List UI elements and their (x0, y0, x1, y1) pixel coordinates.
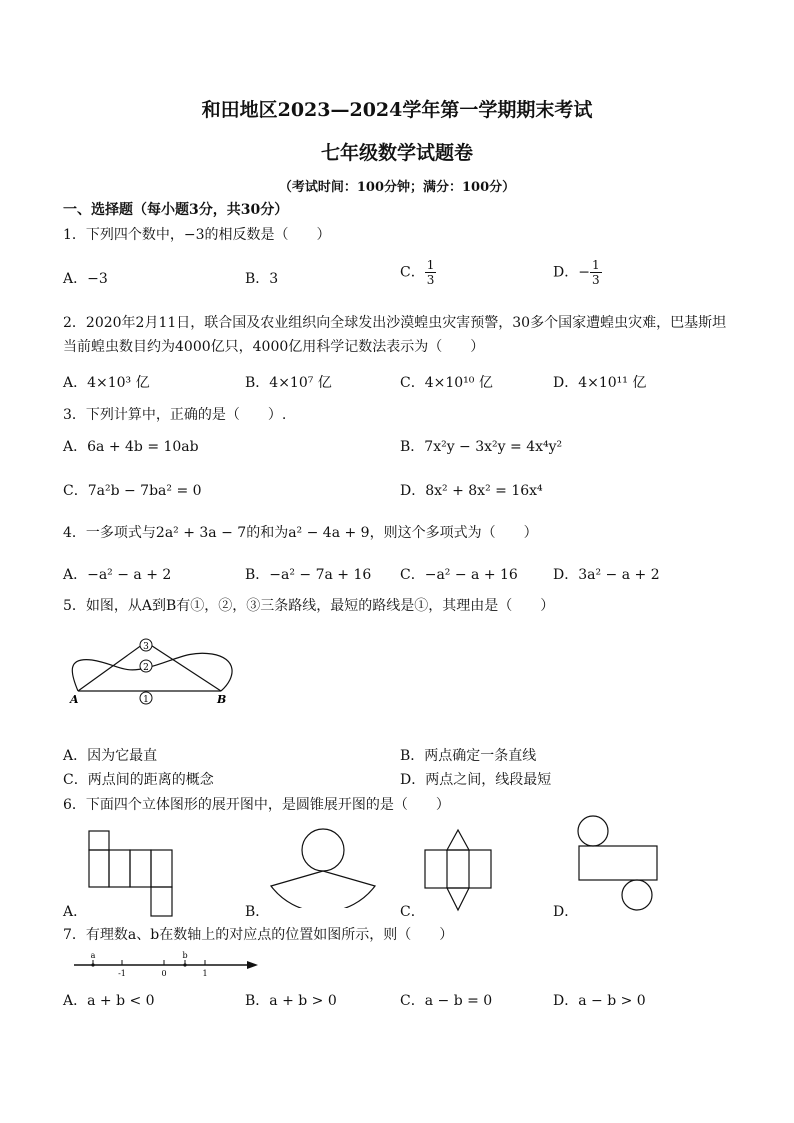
net-c-top-triangle (447, 830, 469, 850)
number-line-arrow (247, 961, 258, 969)
net-c-bottom-triangle (447, 888, 469, 910)
exam-info: （考试时间：100分钟；满分：100分） (278, 180, 516, 195)
question-3-option-d: D．8x² + 8x² = 16x⁴ (400, 483, 543, 499)
question-5-stem: 5．如图，从A到B有①，②，③三条路线，最短的路线是①，其理由是（ ） (63, 598, 555, 614)
question-7-option-c: C．a − b = 0 (400, 993, 493, 1009)
net-a-cube-figure (86, 828, 176, 918)
question-2-option-b: B．4×10⁷ 亿 (245, 375, 332, 391)
question-7-option-b: B．a + b > 0 (245, 993, 337, 1009)
net-b-base-circle (302, 829, 344, 871)
question-5-option-c: C．两点间的距离的概念 (63, 772, 214, 788)
net-c-prism-figure (422, 828, 494, 914)
question-4-stem: 4．一多项式与2a² + 3a − 7的和为a² − 4a + 9，则这个多项式为（ ） (63, 525, 538, 541)
net-a-top-square (89, 831, 109, 850)
routes-figure (62, 632, 242, 712)
question-4-option-a: A．−a² − a + 2 (63, 567, 172, 583)
point-a-label: A (70, 693, 79, 706)
point-a-dot (91, 963, 94, 966)
point-b-dot (183, 963, 186, 966)
fraction-neg-one-third: $\frac{1}{3}$ (591, 258, 600, 287)
net-d-top-circle (578, 816, 608, 846)
net-a-square-2 (109, 850, 130, 887)
option-c-label: C． (400, 264, 425, 281)
route-1-label: 1 (143, 695, 149, 705)
point-b-label: B (217, 693, 227, 706)
question-4-option-c: C．−a² − a + 16 (400, 567, 518, 583)
question-2-stem-line1: 2．2020年2月11日，联合国及农业组织向全球发出沙漠蝗虫灾害预警，30多个国家遭蝗虫灾难，巴基斯坦 (63, 315, 727, 331)
point-b-text: b (182, 951, 188, 960)
question-1-option-b: B．3 (245, 271, 279, 287)
question-1-option-d (553, 258, 602, 287)
question-7-stem: 7．有理数a、b在数轴上的对应点的位置如图所示，则（ ） (63, 927, 454, 943)
question-5-option-d: D．两点之间，线段最短 (400, 772, 552, 788)
question-6-option-a: A． (63, 904, 88, 920)
question-6-option-b: B． (245, 904, 270, 920)
exam-title: 和田地区2023—2024学年第一学期期末考试 (201, 99, 593, 121)
option-d-label: D．− (553, 264, 590, 281)
question-3-option-c: C．7a²b − 7ba² = 0 (63, 483, 202, 499)
net-a-square-3 (130, 850, 151, 887)
question-4-option-b: B．−a² − 7a + 16 (245, 567, 372, 583)
point-a-text: a (90, 951, 96, 960)
question-4-option-d: D．3a² − a + 2 (553, 567, 660, 583)
route-2-label: 2 (143, 663, 149, 673)
net-d-rect (579, 846, 657, 880)
question-1-stem: 1．下列四个数中，−3的相反数是（ ） (63, 227, 331, 243)
net-a-square-1 (89, 850, 109, 887)
question-5-option-a: A．因为它最直 (63, 748, 158, 764)
question-6-option-c: C． (400, 904, 425, 920)
route-3-label: 3 (143, 642, 149, 652)
number-line-figure (72, 950, 262, 980)
question-1-option-a: A．−3 (63, 271, 108, 287)
tick-label-neg1: -1 (118, 969, 126, 978)
net-d-cylinder-figure (576, 814, 660, 914)
question-6-stem: 6．下面四个立体图形的展开图中，是圆锥展开图的是（ ） (63, 797, 450, 813)
question-3-stem: 3．下列计算中，正确的是（ ）. (63, 407, 287, 423)
net-a-square-4 (151, 850, 172, 887)
question-3-option-b: B．7x²y − 3x²y = 4x⁴y² (400, 439, 563, 455)
net-b-sector (271, 871, 375, 908)
tick-label-0: 0 (161, 969, 167, 978)
question-1-option-c (400, 258, 436, 287)
net-c-rect (425, 850, 491, 888)
tick-label-1: 1 (202, 969, 208, 978)
question-2-option-d: D．4×10¹¹ 亿 (553, 375, 647, 391)
question-2-option-a: A．4×10³ 亿 (63, 375, 150, 391)
exam-subtitle: 七年级数学试题卷 (320, 142, 473, 164)
question-7-option-a: A．a + b < 0 (63, 993, 155, 1009)
net-a-bottom-square (151, 887, 172, 916)
net-d-bottom-circle (622, 880, 652, 910)
net-b-cone-figure (268, 828, 378, 908)
question-5-option-b: B．两点确定一条直线 (400, 748, 537, 764)
section-title: 一、选择题（每小题3分，共30分） (63, 202, 289, 218)
route-2-curve (72, 653, 232, 691)
question-2-stem-line2: 当前蝗虫数目约为4000亿只，4000亿用科学记数法表示为（ ） (63, 339, 485, 355)
question-7-option-d: D．a − b > 0 (553, 993, 646, 1009)
question-3-option-a: A．6a + 4b = 10ab (63, 439, 199, 455)
question-6-option-d: D． (553, 904, 579, 920)
fraction-one-third: $\frac{1}{3}$ (426, 258, 435, 287)
question-2-option-c: C．4×10¹⁰ 亿 (400, 375, 493, 391)
